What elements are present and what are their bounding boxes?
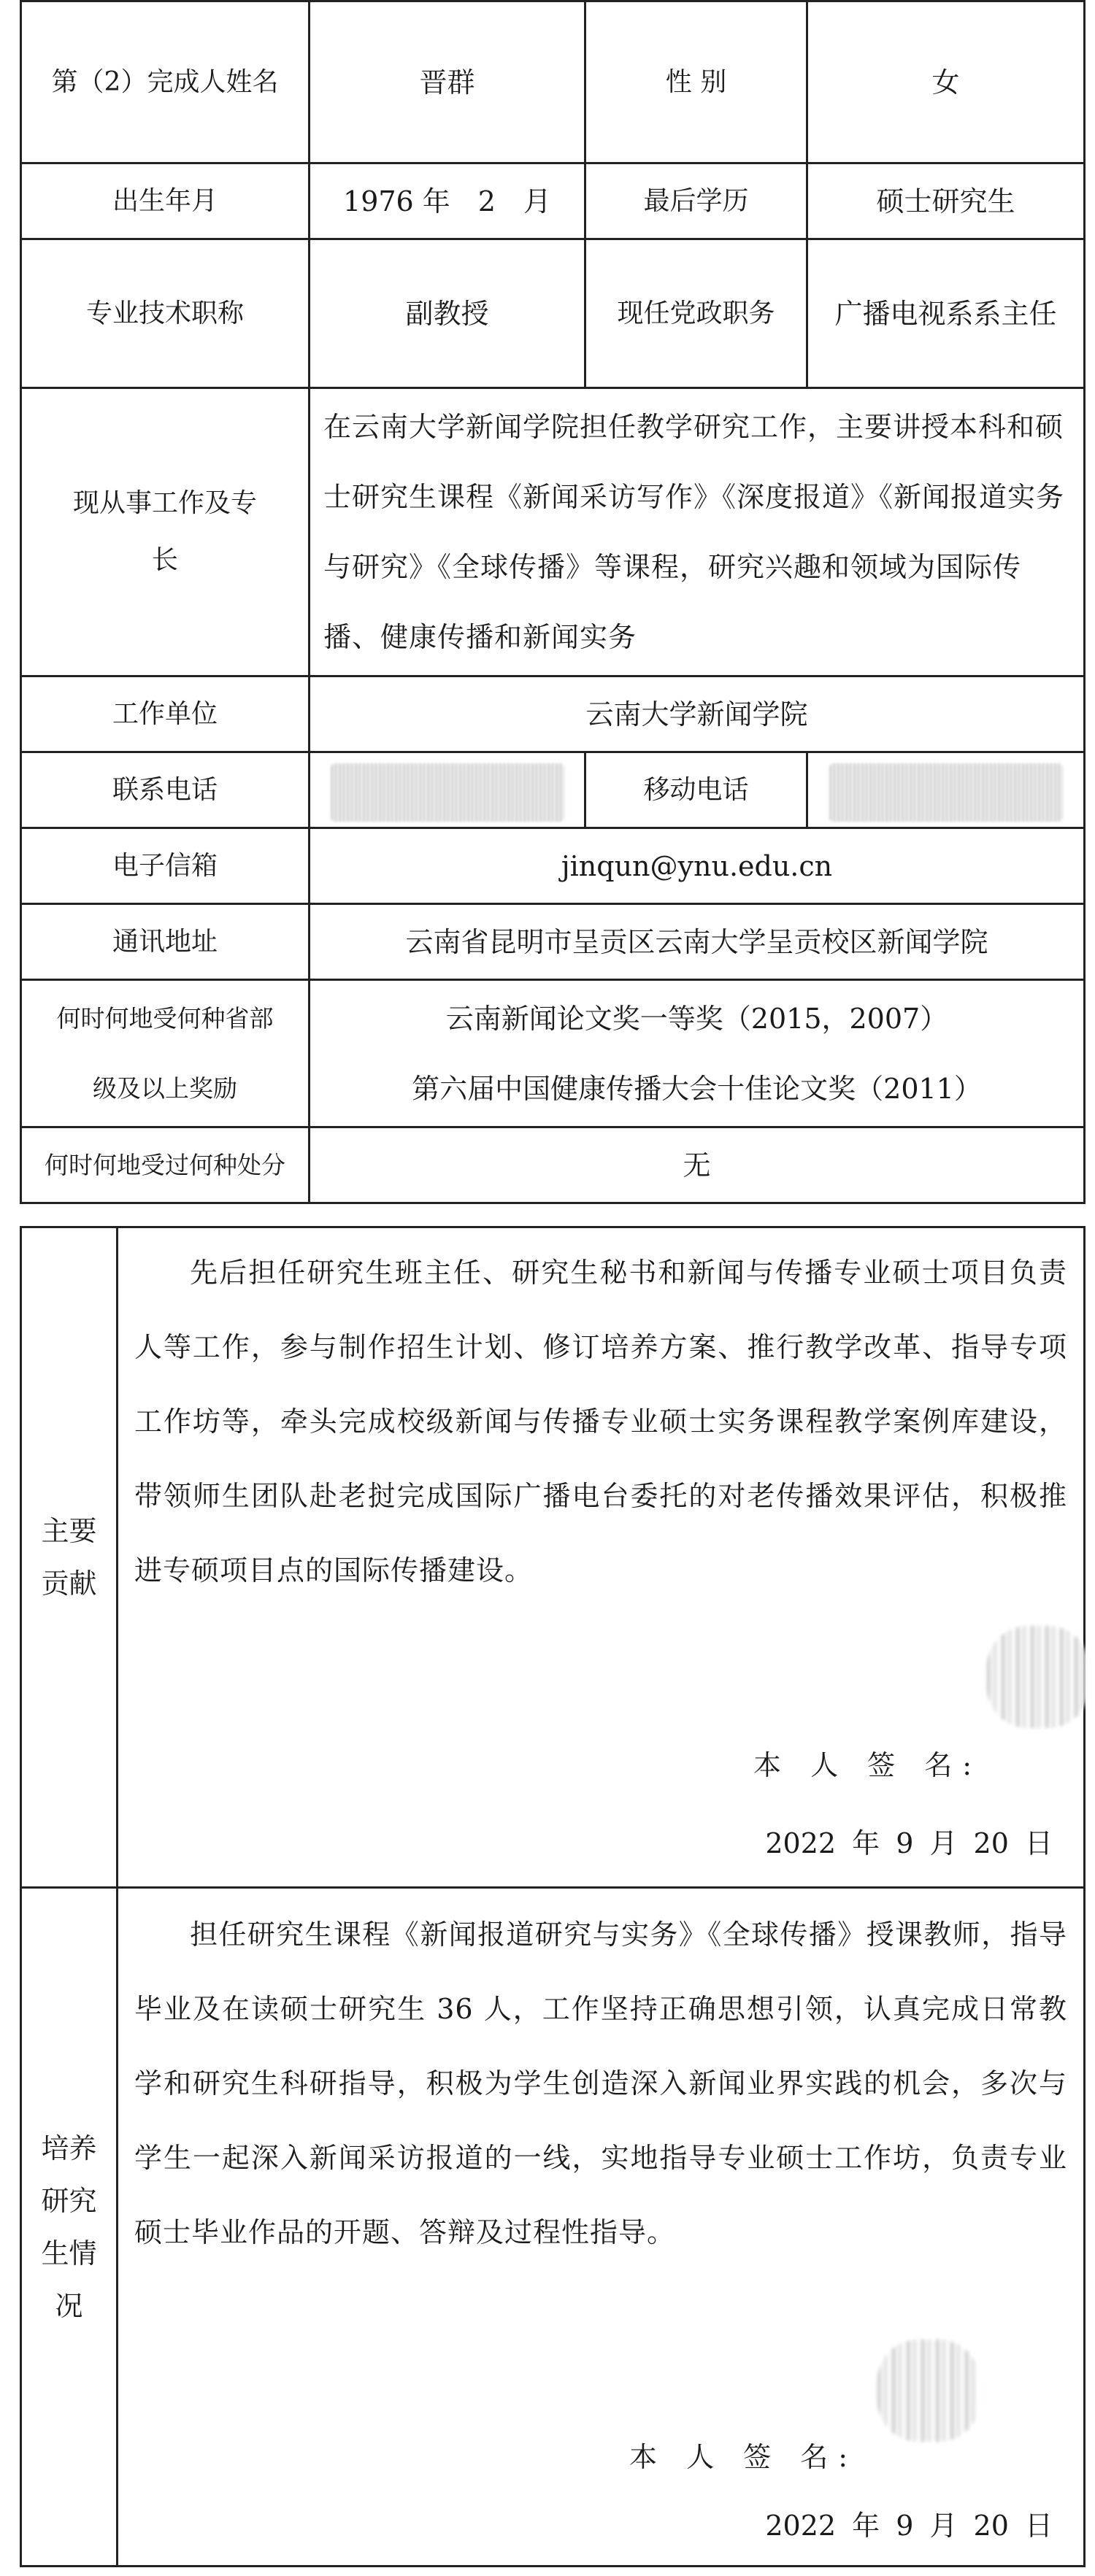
title-label: 专业技术职称 <box>21 239 310 388</box>
signature-label: 本 人 签 名: <box>629 2441 858 2473</box>
contribution-label: 主要贡献 <box>21 1227 118 1888</box>
signature-date: 2022 年 9 月 20 日 <box>765 2510 1053 2542</box>
post-value: 广播电视系系主任 <box>807 239 1085 388</box>
contribution-table <box>20 1226 1086 2567</box>
email-label: 电子信箱 <box>21 828 310 904</box>
penalty-value: 无 <box>310 1127 1085 1203</box>
signature-mark <box>877 2340 980 2442</box>
title-value: 副教授 <box>310 239 585 388</box>
name-label: 第（2）完成人姓名 <box>21 1 310 163</box>
birth-value: 1976 年 2 月 <box>310 163 585 239</box>
mobile-label: 移动电话 <box>585 752 807 828</box>
award-label: 何时何地受何种省部级及以上奖励 <box>21 980 310 1127</box>
award-line-1: 云南新闻论文奖一等奖（2015，2007） <box>445 1002 948 1035</box>
training-label: 培养研究生情况 <box>21 1888 118 2567</box>
mobile-value-redacted <box>807 752 1085 828</box>
signature-label: 本 人 签 名: <box>753 1749 983 1781</box>
penalty-label: 何时何地受过何种处分 <box>21 1127 310 1203</box>
gender-value: 女 <box>807 1 1085 163</box>
contribution-cell <box>118 1227 1085 1888</box>
address-label: 通讯地址 <box>21 904 310 980</box>
award-line-2: 第六届中国健康传播大会十佳论文奖（2011） <box>412 1072 982 1105</box>
name-value: 晋群 <box>310 1 585 163</box>
redacted-mobile <box>829 763 1063 822</box>
work-label: 现从事工作及专长 <box>21 388 310 676</box>
birth-label: 出生年月 <box>21 163 310 239</box>
education-value: 硕士研究生 <box>807 163 1085 239</box>
post-label: 现任党政职务 <box>585 239 807 388</box>
training-cell <box>118 1888 1085 2567</box>
education-label: 最后学历 <box>585 163 807 239</box>
personal-info-table <box>20 0 1086 1204</box>
signature-date: 2022 年 9 月 20 日 <box>765 1827 1053 1859</box>
gender-label: 性 别 <box>585 1 807 163</box>
address-value: 云南省昆明市呈贡区云南大学呈贡校区新闻学院 <box>310 904 1085 980</box>
phone-value-redacted <box>310 752 585 828</box>
award-value <box>310 980 1085 1127</box>
signature-mark <box>987 1626 1089 1728</box>
redacted-phone <box>331 763 564 822</box>
unit-label: 工作单位 <box>21 676 310 752</box>
contribution-text: 先后担任研究生班主任、研究生秘书和新闻与传播专业硕士项目负责人等工作，参与制作招生计划、修订培养方案、推行教学改革、指导专项工作坊等，牵头完成校级新闻与传播专业硕士实务课程教学案例库建设， 带领师生团队赴老挝完成国际广播电台委托的对老传播效果评估，积极推进专硕项目点的国际传播建设。 <box>134 1257 1067 1586</box>
work-description: 在云南大学新闻学院担任教学研究工作，主要讲授本科和硕士研究生课程《新闻采访写作》《深度报道》《新闻报道实务与研究》《全球传播》等课程，研究兴趣和领域为国际传播、健康传播和新闻实务 <box>310 388 1085 676</box>
email-value: jinqun@ynu.edu.cn <box>310 828 1085 904</box>
unit-value: 云南大学新闻学院 <box>310 676 1085 752</box>
phone-label: 联系电话 <box>21 752 310 828</box>
training-text: 担任研究生课程《新闻报道研究与实务》《全球传播》授课教师，指导毕业及在读硕士研究生 36 人，工作坚持正确思想引领，认真完成日常教学和研究生科研指导，积极为学生创造深入新闻业界实践的机会，多次与学生一起深入新闻采访报道的一线，实地指导专业硕士工作坊，负责专业硕士毕业作品的开题、答辩及过程性指导。 <box>134 1918 1067 2248</box>
